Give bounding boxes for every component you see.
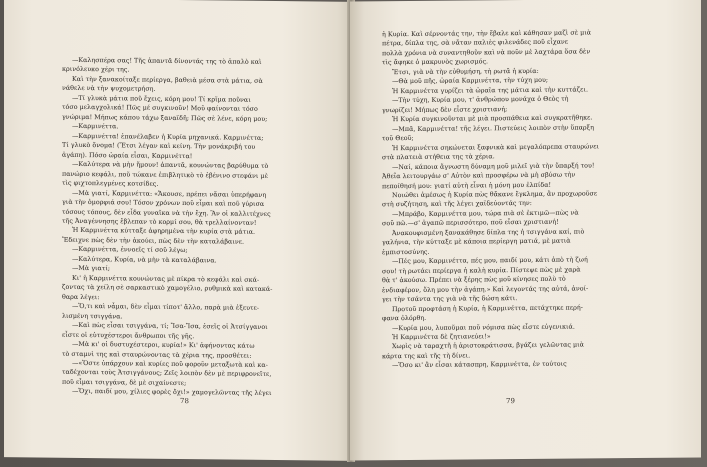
right-page xyxy=(350,0,701,461)
text-line: θαρα λέγει: xyxy=(62,293,100,301)
text-line: πανώριο κεφάλι, ποῦ τώκανε ἐπιβλητικὸ τὸ ἐβένινο στεφάνι μὲ xyxy=(62,170,269,180)
text-line: γνωρίζει! Μήπως δὲν εἶστε χριστιανή; xyxy=(382,105,508,115)
text-line: ποῦ εἶμαι τσιγγάνα, δὲ μὲ σιχαίνεστε; xyxy=(62,378,187,388)
text-line: τὶς ἄφηκε ὁ μακρυνὸς χωρισμός. xyxy=(382,58,489,67)
text-line: —Τί γλυκὰ μάτια ποῦ ἔχεις, κόρη μου! Τί κρῖμα ποῦναι xyxy=(72,94,251,104)
text-line: τόσο μελαγχολικά! Πῶς μέ συγκινοῦν! Μοῦ φαίνονται τόσο xyxy=(62,104,258,114)
text-line: —Καλησπέρα σας! Τῆς ἀπαντᾶ δίνοντάς της τὸ ἁπαλὸ καὶ xyxy=(72,56,262,66)
text-line: —Καὶ πὼς εἶσαι τσιγγάνα, τί; Ἴσα-Ἴσα, ἐσεῖς οἱ Ἀτσίγγανοι xyxy=(72,322,268,332)
text-line: πέτρα, δίπλα της, σὰ νἄταν παλιὲς φιλενάδες ποῦ εἶχανε xyxy=(382,39,569,48)
text-line: Ἡ Καρμινέττα κύτταξε ἀφηρημένα τὴν κυρία στὰ μάτια. xyxy=(72,227,256,237)
right-page-text xyxy=(382,28,673,371)
text-line: θὰ τ' ἀκούσω. Πρέπει νὰ ξέρης πὼς μοῦ κίνησες πολὺ τὸ xyxy=(382,275,566,285)
text-line: Τί γλυκὸ ὄνομα! (Ἔτσι λέγαν καὶ κείνη. Τὴν μονάκριβή του xyxy=(62,142,256,152)
text-line: —Μὰ γιατί, Καρμινέττα: «Ἄκουσε, πρέπει νἄσαι ὑπερήφανη xyxy=(72,189,267,199)
text-line: νάθελε νὰ τὴν ψυχομετρήση. xyxy=(62,85,156,94)
text-line: Ἡ Κυρία συγκινοῦνται μὲ μιὰ προσπάθεια καὶ συγκρατῆθηκε. xyxy=(392,114,593,124)
text-line: ἐνδιαφέρον, ὅλη μου τὴν ἀγάπη.» Καὶ λεγοντάς της αὐτά, ἀνοί- xyxy=(382,285,589,294)
text-line: λισμένη τσιγγάνα. xyxy=(62,312,123,321)
text-line: τῆς Ἀναγέννησης ἔβλεπαν τὸ κορμί σου, θὰ τρελλαίνονταν! xyxy=(62,217,257,227)
text-line: εἶστε οἱ εὐτυχέστεροι ἄνθρωποι τῆς γῆς. xyxy=(62,331,195,340)
text-line: πολλὰ χρόνια νὰ συναντηθοῦν καὶ νὰ ποῦν μὲ λαχτάρα ὅσα δὲν xyxy=(382,48,591,58)
left-page-number: 78 xyxy=(180,397,189,406)
text-line: τὸ σταμνὶ της καὶ σταυρώνοντας τὰ χέρια της, προσθέτει: xyxy=(62,350,252,360)
text-line: γιὰ τὴν ὀμορφιά σου! Τόσον χρόνων ποῦ εἶμαι καὶ ποῦ γύρισα xyxy=(62,198,265,208)
text-line: φανα ὀλόρθη. xyxy=(382,314,427,323)
text-line: στὴ συζήτηση, καὶ τῆς λέγει χαϊδεύοντάς την: xyxy=(382,200,532,209)
text-line: γνώριμα! Μήπως κάπου τάχω ξαναϊδῆ; Πῶς σὲ λένε, κόρη μου; xyxy=(62,113,268,123)
text-line: Ἀθεΐα λειτουργάω σ' Αὐτὸν καὶ προσφέρω νὰ μὴ σβύσω τὴν xyxy=(382,171,576,181)
text-line: ἡ Κυρία. Καὶ σέρνοντάς την, τὴν ἔβαλε καὶ κάθησαν μαζὶ σὲ μιὰ xyxy=(382,29,592,39)
left-page xyxy=(4,0,352,461)
text-line: ζοντας τὰ χείλη σὲ σαρκαστικὸ χαμογέλιο, ρυθμικὰ καὶ κατακά- xyxy=(62,284,273,294)
text-line: Ἡ Καρμινέττα σηκώνεται ξαφνικὰ καὶ μεγαλόπρεπα σταυρώνει xyxy=(392,142,600,152)
text-line: Καὶ τὴν ξανακοίταξε περίεργα, βαθειὰ μέσα στὰ μάτια, σὰ xyxy=(72,75,263,85)
text-line: —Μπράβο, Καρμινέττα μου, τώρα πιὰ σὲ ἐκτιμῶ—πὼς νὰ xyxy=(392,209,579,219)
text-line: γει τὴν τσάντα της γιὰ νὰ τῆς δώση κάτι. xyxy=(382,295,518,304)
right-page-number: 79 xyxy=(506,397,515,406)
text-line: ἀγάπη). Πόσο ὡραία εἶσαι, Καρμινέττα! xyxy=(62,151,193,160)
text-line: πεποίθησή μου: γιατί αὐτὴ εἶναι ἡ μόνη μου ἐλπίδα! xyxy=(382,181,552,190)
text-line: —Μπᾶ, Καρμινέττα! τῆς λέγει. Πιστεύεις λοιπὸν στὴν ὕπαρξη xyxy=(392,124,595,133)
text-line: Ἡ Καρμινέττα γυρίζει τὰ ὡραῖα της μάτια καὶ τὴν κυττάζει. xyxy=(392,86,589,95)
text-line: —Ναί, κάποια ἄγνωστη δύναμη μοῦ μιλεῖ γιὰ τὴν ὕπαρξή του! xyxy=(392,161,595,171)
text-line: ἐμπιστοσύνης. xyxy=(382,248,430,257)
text-line: Χωρὶς νὰ ταραχτῆ ἡ ἀριστοκράτισσα, βγάζει γελῶντας μιὰ xyxy=(392,341,584,351)
text-line: —Καρμινέττα. xyxy=(72,123,119,131)
left-page-text xyxy=(62,56,336,400)
text-line: Κι' ἡ Καρμινέττα κουνώντας μὲ πίκρα τὸ κεφάλι καὶ σκά- xyxy=(72,274,260,284)
text-line: —Καρμινέττα! ἐπανέλαβεν ἡ Κυρία μηχανικά. Καρμινέττα; xyxy=(72,132,264,142)
text-line: —Πές μου, Καρμινέττα, πές μου, παιδί μου, κάτι ἀπὸ τὴ ζωή xyxy=(392,256,588,266)
text-line: Ἔδειχνε πὼς δὲν τὴν ἀκούει, πὼς δὲν τὴν καταλάβαινε. xyxy=(62,236,245,246)
text-line: σοῦ πῶ.—σ' ἀγαπῶ περισσότερο, ποῦ εἶσαι χριστιανή! xyxy=(382,219,559,228)
text-line: —Μὰ κι' οἱ δυστυχέστεροι, κυρία!» Κι' ἀφήνοντας κάτω xyxy=(72,340,255,350)
text-line: κάρτα της καὶ τῆς τὴ δίνει. xyxy=(382,352,471,361)
text-line: —Καρμινέττα, ἐννοεῖς τί σοῦ λέγω; xyxy=(72,246,188,255)
text-line: τὶς φιχτοπλεγμένες κοτσίδες. xyxy=(62,179,159,188)
text-line: Ἡ Καρμινέττα δὲ ζητιανεύει!» xyxy=(392,333,491,342)
text-line: Προτοῦ προφτάση ἡ Κυρία, ἡ Καρμινέττα, πετάχτηκε περή- xyxy=(392,304,583,313)
text-line: —Κυρία μου, λυποῦμαι ποῦ νόμισα πὼς εἶστε εὐγενικιά. xyxy=(392,323,575,332)
text-line: σου! τὴ ρωτάει περίεργα ἡ καλὴ κυρία. Πίστεψε πὼς μὲ χαρὰ xyxy=(382,266,581,275)
text-line: γαλήνια, τὴν κύτταξε μὲ κάποια περίεργη ματιά, μὲ ματιὰ xyxy=(382,237,571,247)
text-line: —«Ὅστε ὑπάρχουν καὶ κυρίες ποῦ φοροῦν μεταξωτὰ καὶ κα- xyxy=(72,359,268,369)
text-line: —Θὰ μοῦ πῆς, ὡραία Καρμινέττα, τὴν τύχη μου; xyxy=(392,77,549,86)
text-line: —Ὄχι, παιδί μου, χίλιες φορὲς ὄχι!» χαμογελῶντας τῆς λέγει xyxy=(72,388,272,398)
text-line: —Καλύτερα νὰ μὴν ἤμουν! ἀπαντᾶ, κουνώντας βαρύθυμα τὸ xyxy=(72,161,269,171)
text-line: —Ὅ,τι καὶ νἆμαι, δὲν εἶμαι τίποτ' ἄλλο, παρὰ μιὰ ἐξευτε- xyxy=(72,303,260,313)
text-line: —Καλύτερα, Κυρία, νὰ μὴν τὰ καταλάβαινα. xyxy=(72,255,217,265)
text-line: τόσους τόπους, δὲν εἶδα γυναῖκα νὰ τὴν ἔχη. Ἂν οἱ καλλιτέχνες xyxy=(62,208,271,218)
text-line: —Μὰ γιατί; xyxy=(72,265,111,273)
text-line: Ἔτσι, γιὰ νὰ τὴν εὐθυμήση, τὴ ρωτᾶ ἡ κυρία: xyxy=(392,67,539,77)
text-line: —Τὴν τύχη, Κυρία μου, τ' ἀνθρώπου μονάχα ὁ Θεὸς τὴ xyxy=(392,95,569,105)
text-line: —Ὅσο κι' ἂν εἶσαι κάτασπρη, Καρμινέττα, ἐν τούτοις xyxy=(392,361,567,370)
text-line: στὰ πλατειὰ στήθεια της τὰ χέρια. xyxy=(382,153,495,162)
text-line: ταδέχονται τοὺς Ἀτσιγγάνους; Ζεῖς λοιπὸν δὲν μὲ περιφρονεῖτε, xyxy=(62,369,272,379)
text-line: Νοιώθει ἀμέσως ἡ Κυρία πὼς θἄκανε ἔγκλημα, ἂν προχωροῦσε xyxy=(392,190,598,200)
text-line: κρινόλευκο χέρι της. xyxy=(62,66,130,74)
text-line: τοῦ Θεοῦ; xyxy=(382,135,414,143)
text-line: Ἀνακουφισμένη ξανακάθησε δίπλα της ἡ τσιγγάνα καί, πιὸ xyxy=(392,228,585,238)
